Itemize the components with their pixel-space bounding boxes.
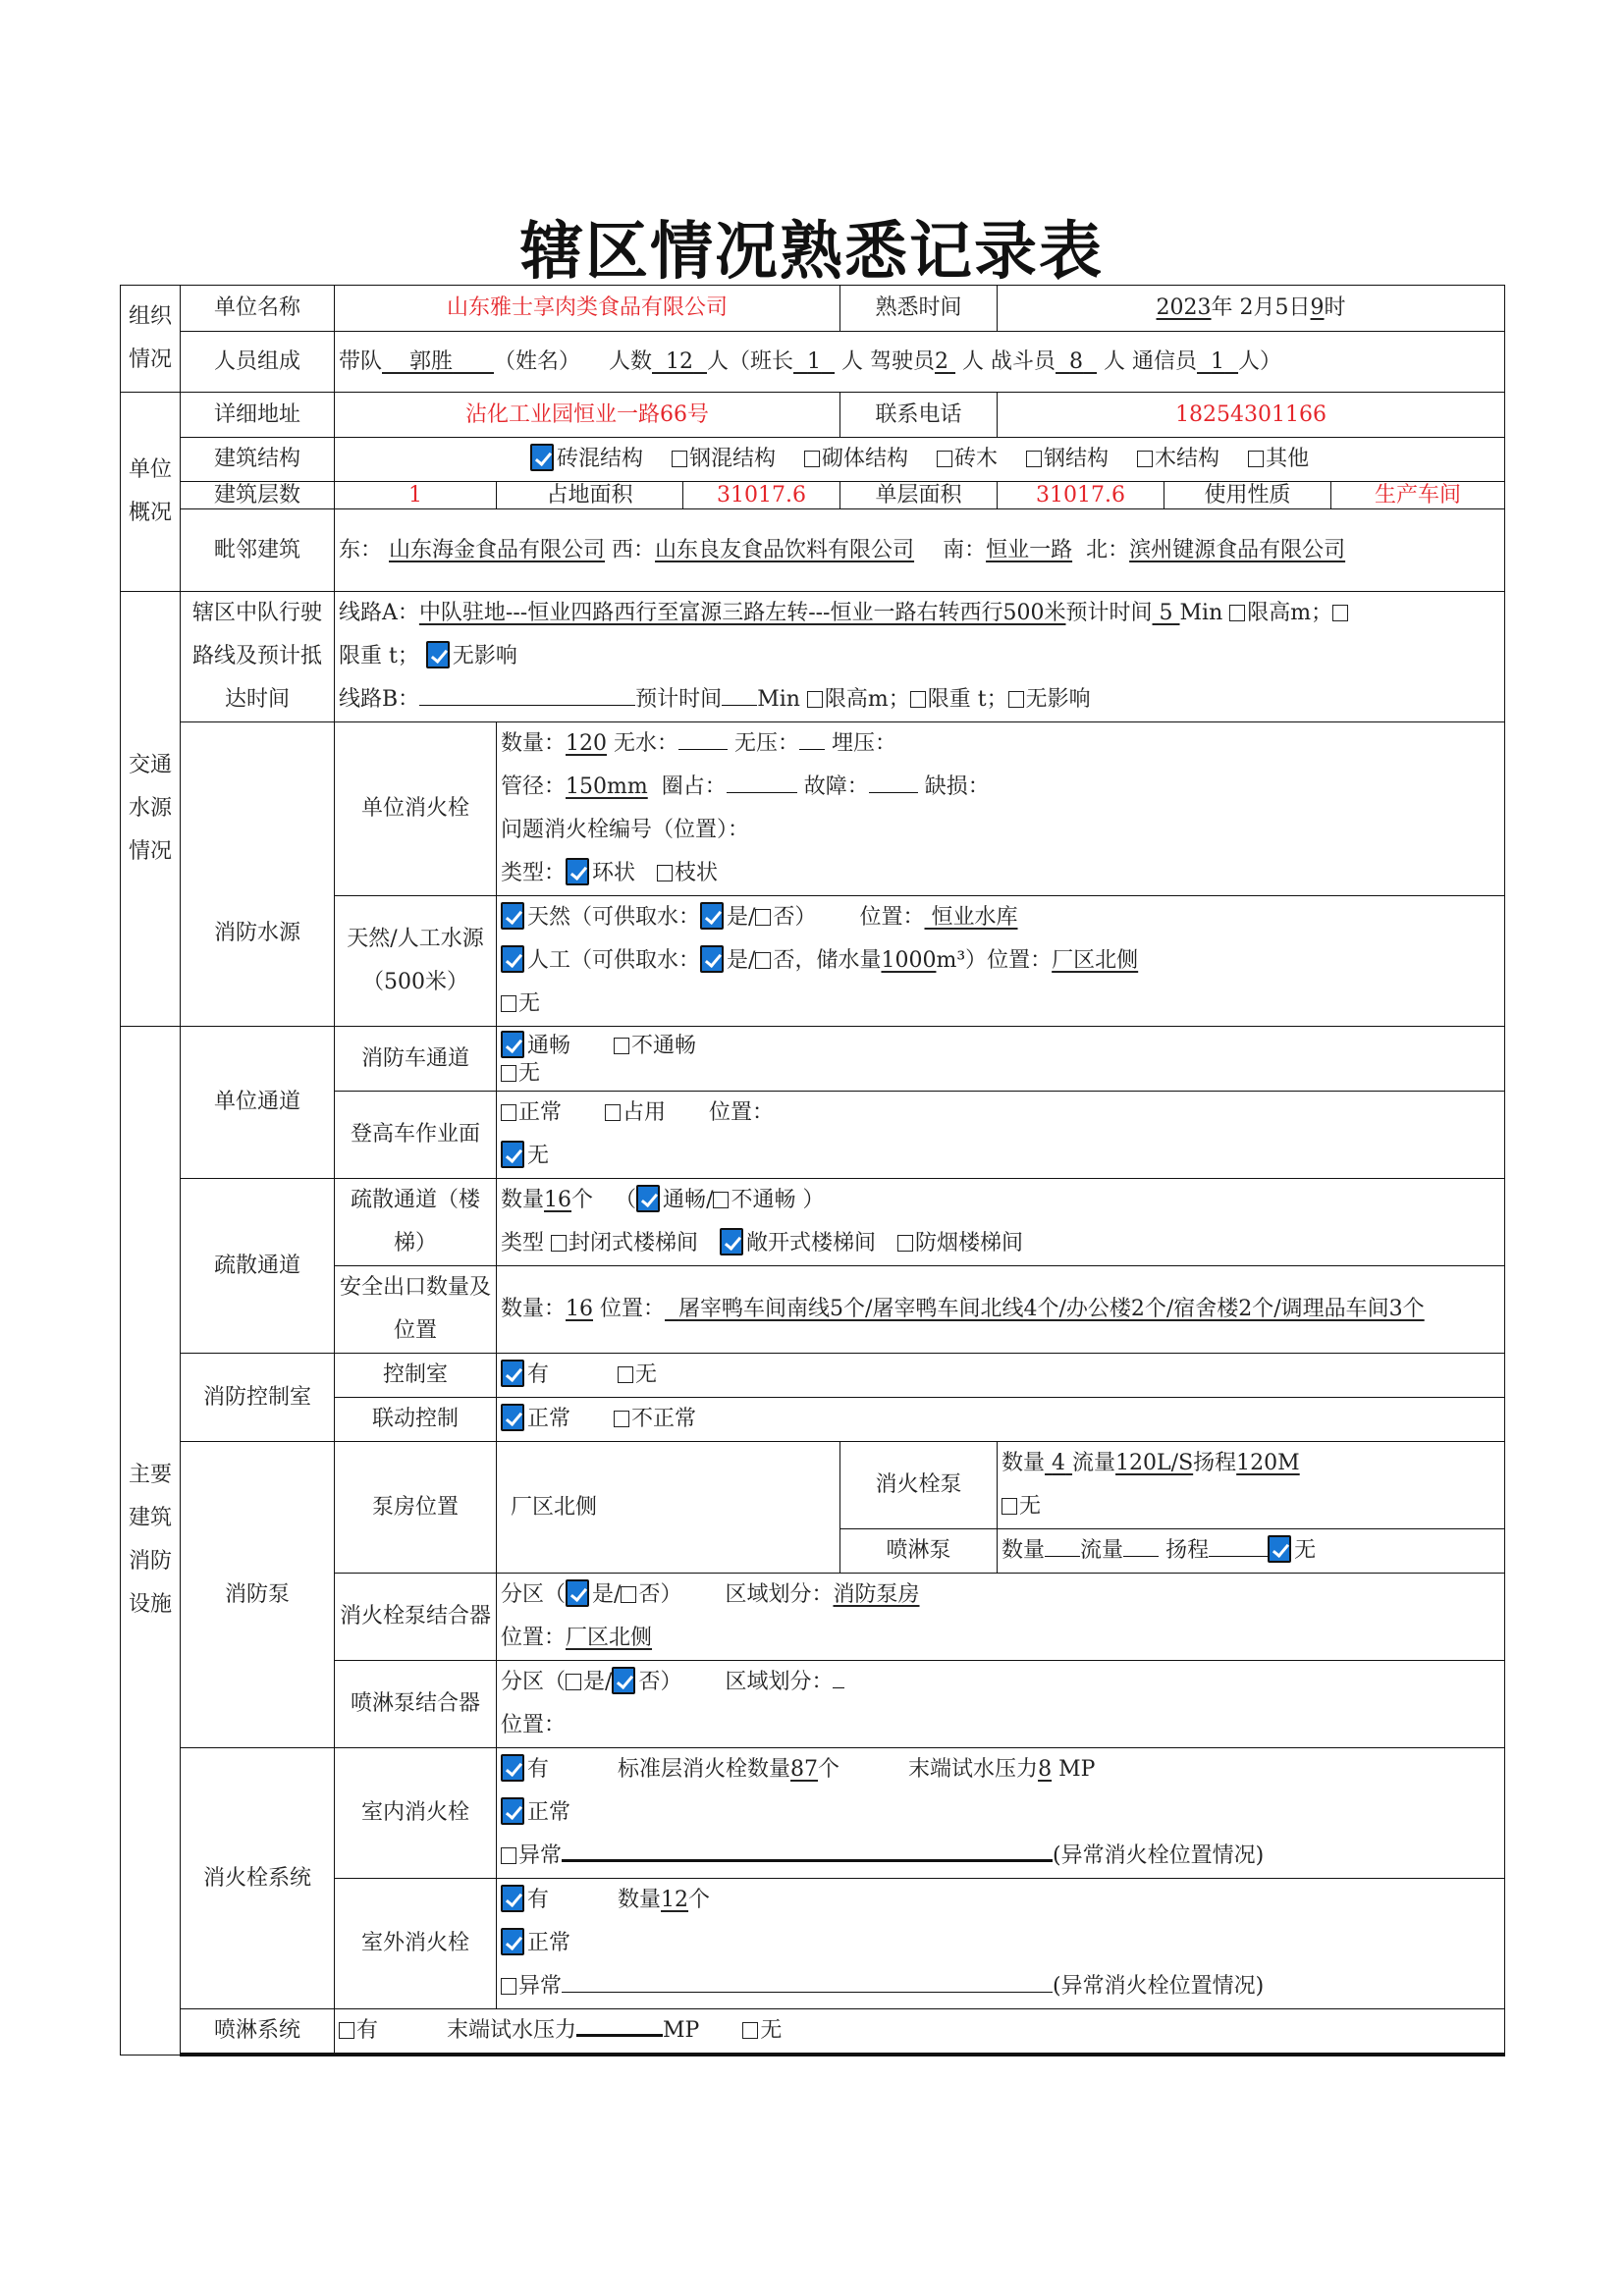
checkbox-checked-icon — [501, 1031, 524, 1058]
checkbox-checked-icon — [530, 444, 554, 471]
evac-label: 疏散通道 — [181, 1179, 335, 1354]
floor-area-label: 单层面积 — [840, 482, 998, 509]
checkbox-icon — [501, 1978, 516, 1995]
checkbox-checked-icon — [501, 1141, 524, 1168]
indoor-hydrant-label: 室内消火栓 — [335, 1748, 497, 1879]
aerial-value[interactable]: 正常 占用 位置： 无 — [497, 1092, 1505, 1179]
natural-artificial-label: 天然/人工水源（500米） — [335, 896, 497, 1027]
hydrant-adapter-label: 消火栓泵结合器 — [335, 1574, 497, 1661]
page-title: 辖区情况熟悉记录表 — [520, 215, 1104, 289]
sprinkler-adapter-label: 喷淋泵结合器 — [335, 1661, 497, 1748]
checkbox-icon — [1026, 451, 1042, 467]
land-area-value[interactable]: 31017.6 — [683, 482, 840, 509]
route-label: 辖区中队行驶路线及预计抵达时间 — [181, 592, 335, 722]
floor-area-value[interactable]: 31017.6 — [998, 482, 1164, 509]
pump-label: 消防泵 — [181, 1442, 335, 1748]
sprinkler-pump-value[interactable]: 数量 流量 扬程 无 — [998, 1529, 1505, 1574]
checkbox-icon — [501, 1847, 516, 1864]
usage-value[interactable]: 生产车间 — [1331, 482, 1505, 509]
checkbox-icon — [614, 1038, 629, 1054]
checkbox-checked-icon — [1268, 1535, 1291, 1563]
section-unit: 单位概况 — [121, 393, 181, 592]
checkbox-checked-icon — [501, 1928, 524, 1955]
checkbox-icon — [897, 1235, 913, 1252]
exit-label: 安全出口数量及位置 — [335, 1266, 497, 1354]
checkbox-checked-icon — [501, 1885, 524, 1912]
checkbox-icon — [566, 1674, 581, 1690]
checkbox-icon — [742, 2022, 758, 2039]
checkbox-icon — [621, 1586, 636, 1603]
outdoor-hydrant-label: 室外消火栓 — [335, 1879, 497, 2009]
hydrant-pump-value[interactable]: 数量 4 流量120L/S扬程120M 无 — [998, 1442, 1505, 1529]
stair-value[interactable]: 数量16个 （ 通畅/ 不通畅 ） 类型 封闭式楼梯间 敞开式楼梯间 防烟楼梯间 — [497, 1179, 1505, 1266]
room-value[interactable]: 有 无 — [497, 1354, 1505, 1398]
checkbox-icon — [657, 865, 673, 881]
checkbox-icon — [1332, 605, 1348, 621]
checkbox-icon — [937, 451, 952, 467]
checkbox-icon — [551, 1235, 567, 1252]
checkbox-icon — [339, 2022, 354, 2039]
hydrant-label: 单位消火栓 — [335, 722, 497, 896]
section-facilities: 主要建筑消防设施 — [121, 1027, 181, 2056]
stair-label: 疏散通道（楼梯） — [335, 1179, 497, 1266]
checkbox-icon — [501, 995, 516, 1012]
section-traffic-water: 交通水源情况 — [121, 592, 181, 1027]
floors-value[interactable]: 1 — [335, 482, 497, 509]
staff-label: 人员组成 — [181, 332, 335, 393]
fire-lane-label: 消防车通道 — [335, 1027, 497, 1092]
unit-name-label: 单位名称 — [181, 286, 335, 332]
checkbox-checked-icon — [501, 902, 524, 930]
familiar-time-value[interactable]: 2023年 2月5日9时 — [998, 286, 1505, 332]
checkbox-checked-icon — [566, 858, 589, 885]
checkbox-checked-icon — [566, 1579, 589, 1607]
floors-label: 建筑层数 — [181, 482, 335, 509]
adjacent-value[interactable]: 东： 山东海金食品有限公司 西：山东良友食品饮料有限公司 南：恒业一路 北：滨州键源食品有限公司 — [335, 509, 1505, 592]
checkbox-icon — [1008, 691, 1024, 708]
staff-value[interactable]: 带队 郭胜 （姓名） 人数 12 人（班长 1 人 驾驶员2 人 战斗员 8 人 通信员 1 人） — [335, 332, 1505, 393]
hydrant-system-label: 消火栓系统 — [181, 1748, 335, 2009]
structure-option-masonry[interactable]: 砌体结构 — [804, 447, 908, 471]
structure-option-brick-concrete[interactable]: 砖混结构 — [530, 447, 643, 471]
structure-option-steel-concrete[interactable]: 钢混结构 — [672, 447, 776, 471]
route-b[interactable]: 线路B： 预计时间 Min 限高m； 限重 t； 无影响 — [339, 678, 1500, 721]
natural-artificial-value: 天然（可供取水： 是/ 否） 位置： 恒业水库 人工（可供取水： 是/ 否，储水量1000m³）位置：厂区北侧 无 — [497, 896, 1505, 1027]
exit-value[interactable]: 数量：16 位置： 屠宰鸭车间南线5个/屠宰鸭车间北线4个/办公楼2个/宿舍楼2个/调理品车间3个 — [497, 1266, 1505, 1354]
sprinkler-system-value[interactable]: 有 末端试水压力 MP 无 — [335, 2009, 1505, 2056]
link-control-label: 联动控制 — [335, 1398, 497, 1442]
land-area-label: 占地面积 — [497, 482, 683, 509]
usage-label: 使用性质 — [1164, 482, 1331, 509]
control-room-label: 消防控制室 — [181, 1354, 335, 1442]
checkbox-checked-icon — [636, 1185, 660, 1212]
checkbox-icon — [1001, 1498, 1017, 1515]
route-value: 线路A：中队驻地---恒业四路西行至富源三路左转---恒业一路右转西行500米预计时间 5 Min 限高m； 限重 t； 无影响 线路B： 预计时间 Min 限高m； 限重 t； 无影响 — [335, 592, 1505, 722]
familiar-time-label: 熟悉时间 — [840, 286, 998, 332]
water-source-label: 消防水源 — [181, 722, 335, 1027]
address-label: 详细地址 — [181, 393, 335, 438]
hydrant-value: 数量：120 无水： 无压： 埋压： 管径：150mm 圈占： 故障： 缺损： 问题消火栓编号（位置）： 类型： 环状 枝状 — [497, 722, 1505, 896]
checkbox-checked-icon — [501, 1360, 524, 1387]
checkbox-icon — [755, 909, 771, 926]
structure-option-other[interactable]: 其他 — [1248, 447, 1309, 471]
section-org: 组织情况 — [121, 286, 181, 393]
checkbox-checked-icon — [700, 945, 724, 973]
leader-name[interactable]: 郭胜 — [409, 348, 454, 374]
checkbox-icon — [501, 1065, 516, 1082]
phone-label: 联系电话 — [840, 393, 998, 438]
checkbox-icon — [501, 1104, 516, 1121]
checkbox-checked-icon — [612, 1667, 635, 1694]
sprinkler-system-label: 喷淋系统 — [181, 2009, 335, 2056]
checkbox-icon — [1229, 605, 1245, 621]
checkbox-icon — [807, 691, 823, 708]
indoor-hydrant-value[interactable]: 有 标准层消火栓数量87个 末端试水压力8 MP 正常 异常 (异常消火栓位置情况) — [497, 1748, 1505, 1879]
link-control-value[interactable]: 正常 不正常 — [497, 1398, 1505, 1442]
aerial-label: 登高车作业面 — [335, 1092, 497, 1179]
checkbox-icon — [618, 1366, 633, 1383]
pump-room-value[interactable]: 厂区北侧 — [497, 1442, 840, 1574]
checkbox-checked-icon — [426, 641, 450, 668]
checkbox-checked-icon — [501, 1404, 524, 1431]
unit-name-value[interactable]: 山东雅士享肉类食品有限公司 — [335, 286, 840, 332]
structure-options — [335, 438, 1505, 482]
sprinkler-adapter-value[interactable]: 分区（ 是/ 否） 区域划分： 位置： — [497, 1661, 1505, 1748]
hydrant-pump-label: 消火栓泵 — [840, 1442, 998, 1529]
checkbox-checked-icon — [501, 1797, 524, 1825]
address-value[interactable]: 沾化工业园恒业一路66号 — [335, 393, 840, 438]
structure-label: 建筑结构 — [181, 438, 335, 482]
checkbox-icon — [910, 691, 926, 708]
checkbox-icon — [614, 1411, 629, 1427]
record-form — [120, 285, 1505, 2056]
hydrant-adapter-value[interactable]: 分区（ 是/ 否） 区域划分：消防泵房 位置：厂区北侧 — [497, 1574, 1505, 1661]
phone-value[interactable]: 18254301166 — [998, 393, 1505, 438]
checkbox-icon — [605, 1104, 621, 1121]
room-label: 控制室 — [335, 1354, 497, 1398]
outdoor-hydrant-value[interactable]: 有 数量12个 正常 异常 (异常消火栓位置情况) — [497, 1879, 1505, 2009]
checkbox-icon — [713, 1192, 729, 1208]
checkbox-icon — [804, 451, 820, 467]
checkbox-icon — [755, 952, 771, 969]
access-label: 单位通道 — [181, 1027, 335, 1179]
checkbox-checked-icon — [720, 1228, 743, 1255]
sprinkler-pump-label: 喷淋泵 — [840, 1529, 998, 1574]
structure-option-brick-wood[interactable]: 砖木 — [937, 447, 998, 471]
checkbox-icon — [672, 451, 687, 467]
checkbox-icon — [1248, 451, 1264, 467]
checkbox-checked-icon — [501, 1754, 524, 1782]
structure-option-steel[interactable]: 钢结构 — [1026, 447, 1109, 471]
pump-room-label: 泵房位置 — [335, 1442, 497, 1574]
structure-option-wood[interactable]: 木结构 — [1137, 447, 1219, 471]
adjacent-label: 毗邻建筑 — [181, 509, 335, 592]
checkbox-checked-icon — [501, 945, 524, 973]
checkbox-icon — [1137, 451, 1153, 467]
fire-lane-value[interactable]: 通畅 不通畅 无 — [497, 1027, 1505, 1092]
route-a[interactable]: 线路A：中队驻地---恒业四路西行至富源三路左转---恒业一路右转西行500米预计时间 5 Min 限高m； — [339, 592, 1500, 635]
checkbox-checked-icon — [700, 902, 724, 930]
